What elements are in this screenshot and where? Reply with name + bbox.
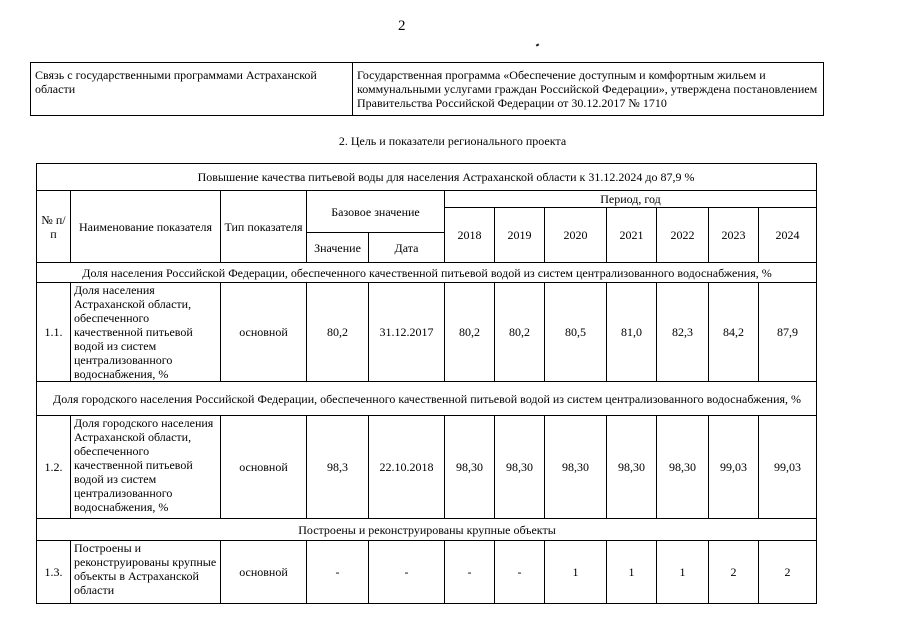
row-type: основной bbox=[221, 283, 307, 382]
row-base-value: - bbox=[307, 541, 369, 604]
row-base-date: 22.10.2018 bbox=[369, 416, 445, 519]
row-value: 82,3 bbox=[657, 283, 709, 382]
header-year: 2018 bbox=[445, 208, 495, 263]
row-value: 80,2 bbox=[445, 283, 495, 382]
program-link-label: Связь с государственными программами Астраханской области bbox=[31, 63, 353, 116]
row-base-value: 98,3 bbox=[307, 416, 369, 519]
header-num: № п/п bbox=[37, 191, 71, 263]
row-value: 98,30 bbox=[445, 416, 495, 519]
program-link-table bbox=[30, 62, 824, 116]
header-year: 2024 bbox=[759, 208, 817, 263]
row-value: - bbox=[445, 541, 495, 604]
row-num: 1.1. bbox=[37, 283, 71, 382]
row-value: 87,9 bbox=[759, 283, 817, 382]
row-value: 1 bbox=[545, 541, 607, 604]
row-value: 81,0 bbox=[607, 283, 657, 382]
section-title: 2. Цель и показатели регионального проекта bbox=[338, 134, 567, 148]
row-base-value: 80,2 bbox=[307, 283, 369, 382]
group-title: Доля городского населения Российской Федерации, обеспеченного качественной питьевой водой из систем централизованного водоснабжения, % bbox=[37, 382, 817, 416]
row-base-date: 31.12.2017 bbox=[369, 283, 445, 382]
table-row bbox=[37, 541, 817, 604]
row-value: 98,30 bbox=[495, 416, 545, 519]
header-year: 2021 bbox=[607, 208, 657, 263]
row-value: 80,5 bbox=[545, 283, 607, 382]
row-type: основной bbox=[221, 416, 307, 519]
group-title: Построены и реконструированы крупные объекты bbox=[37, 519, 817, 541]
program-link-value: Государственная программа «Обеспечение доступным и комфортным жильем и коммунальными услугами граждан Российской Федерации», утверждена постановлением Правительства Российской Федерации от 30.12.2017 № 1710 bbox=[353, 63, 824, 116]
header-year: 2019 bbox=[495, 208, 545, 263]
row-value: 2 bbox=[759, 541, 817, 604]
header-year: 2023 bbox=[709, 208, 759, 263]
row-value: 84,2 bbox=[709, 283, 759, 382]
row-value: 2 bbox=[709, 541, 759, 604]
header-base-date: Дата bbox=[369, 233, 445, 263]
row-value: 80,2 bbox=[495, 283, 545, 382]
row-name: Построены и реконструированы крупные объекты в Астраханской области bbox=[71, 541, 221, 604]
row-num: 1.2. bbox=[37, 416, 71, 519]
table-row bbox=[37, 416, 817, 519]
row-num: 1.3. bbox=[37, 541, 71, 604]
group-title: Доля населения Российской Федерации, обеспеченного качественной питьевой водой из систем централизованного водоснабжения, % bbox=[37, 263, 817, 283]
row-value: - bbox=[495, 541, 545, 604]
project-goal: Повышение качества питьевой воды для населения Астраханской области к 31.12.2024 до 87,9 % bbox=[37, 164, 817, 191]
scan-mark bbox=[536, 43, 540, 46]
header-year: 2022 bbox=[657, 208, 709, 263]
header-base: Базовое значение bbox=[307, 191, 445, 233]
header-base-value: Значение bbox=[307, 233, 369, 263]
row-name: Доля населения Астраханской области, обеспеченного качественной питьевой водой из систем централизованного водоснабжения, % bbox=[71, 283, 221, 382]
table-row bbox=[37, 283, 817, 382]
row-value: 98,30 bbox=[657, 416, 709, 519]
row-value: 99,03 bbox=[709, 416, 759, 519]
indicators-table bbox=[36, 163, 817, 604]
row-value: 1 bbox=[607, 541, 657, 604]
page-number: 2 bbox=[398, 18, 406, 34]
row-value: 1 bbox=[657, 541, 709, 604]
header-year: 2020 bbox=[545, 208, 607, 263]
header-type: Тип показателя bbox=[221, 191, 307, 263]
header-name: Наименование показателя bbox=[71, 191, 221, 263]
row-value: 98,30 bbox=[607, 416, 657, 519]
row-type: основной bbox=[221, 541, 307, 604]
header-period: Период, год bbox=[445, 191, 817, 208]
row-base-date: - bbox=[369, 541, 445, 604]
row-value: 98,30 bbox=[545, 416, 607, 519]
row-name: Доля городского населения Астраханской области, обеспеченного качественной питьевой водой из систем централизованного водоснабжения, % bbox=[71, 416, 221, 519]
row-value: 99,03 bbox=[759, 416, 817, 519]
